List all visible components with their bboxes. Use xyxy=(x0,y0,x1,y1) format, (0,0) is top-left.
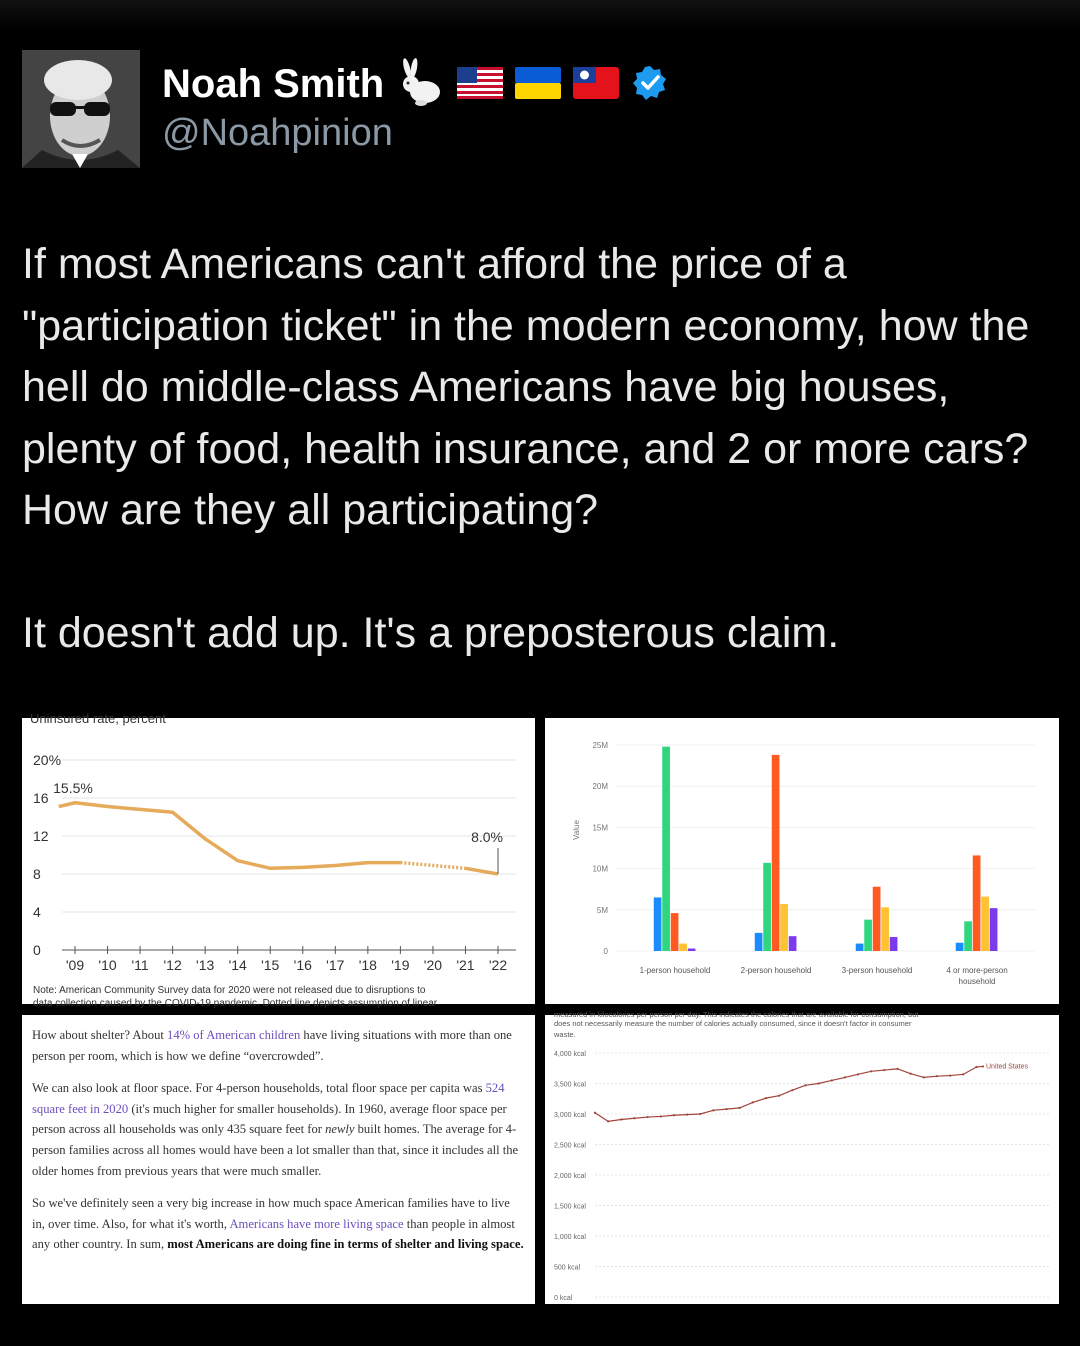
bar xyxy=(671,913,679,951)
data-point xyxy=(778,1095,780,1097)
household-bar-svg xyxy=(545,718,1059,1004)
article-text: How about shelter? About xyxy=(32,1028,168,1042)
article-emphasis: newly xyxy=(325,1122,355,1137)
bar xyxy=(789,936,797,951)
chart-note: waste. xyxy=(554,1030,576,1039)
article-text: have living situations with more than one person per room, which is how we define “overcrowded”. xyxy=(32,1028,512,1063)
media-grid[interactable] xyxy=(22,711,1059,1304)
data-point xyxy=(883,1069,885,1071)
calorie-supply-chart[interactable] xyxy=(545,1010,1059,1304)
y-tick-label: 2,000 kcal xyxy=(554,1173,586,1180)
data-point xyxy=(725,1108,727,1110)
series-line xyxy=(465,868,498,874)
y-tick-label: 15M xyxy=(592,823,608,833)
y-tick-label: 0 kcal xyxy=(554,1295,573,1302)
data-point xyxy=(594,1112,596,1114)
bar xyxy=(763,863,771,951)
y-tick-label: 3,500 kcal xyxy=(554,1081,586,1089)
chart-note: does not necessarily measure the number of calories actually consumed, since it doesn't factor in consumer xyxy=(554,1019,912,1028)
x-tick-label: '16 xyxy=(293,957,312,973)
data-point xyxy=(923,1076,925,1078)
data-point xyxy=(896,1068,898,1070)
chart-note: measured in kilocalories per person per day. This indicates the calories that are available for consumption, but xyxy=(554,1010,919,1019)
x-tick-label: '18 xyxy=(358,957,377,973)
y-tick-label: 8 xyxy=(33,866,41,882)
uninsured-rate-svg xyxy=(22,711,535,1009)
x-tick-label: '20 xyxy=(423,957,443,973)
x-tick-label: '11 xyxy=(131,957,149,973)
y-tick-label: 16 xyxy=(33,790,49,806)
article-text: We can also look at floor space. For 4-person households, total floor space per capita was xyxy=(32,1081,486,1096)
y-tick-label: 2,500 kcal xyxy=(554,1142,586,1150)
y-tick-label: 500 kcal xyxy=(554,1264,581,1272)
chart-note: Note: American Community Survey data for 2020 were not released due to disruptions to xyxy=(33,985,426,996)
name-badges xyxy=(395,58,669,108)
data-point xyxy=(910,1073,912,1075)
data-point xyxy=(607,1120,609,1122)
status-bar xyxy=(0,0,1080,30)
series-label: United States xyxy=(986,1063,1029,1071)
tweet-paragraph: If most Americans can't afford the price of a "participation ticket" in the modern economy, how the hell do middle-class Americans have big houses, plenty of food, health insurance, and 2 or more cars? How are they all participating? xyxy=(22,240,1030,535)
author-handle[interactable]: @Noahpinion xyxy=(162,112,393,154)
x-tick-label: '19 xyxy=(391,957,410,973)
article-text: (it's much higher for smaller households). In 1960, average floor space per person across all households was only 435 square feet for xyxy=(32,1101,507,1137)
author-name[interactable]: Noah Smith xyxy=(162,62,385,106)
data-point xyxy=(633,1117,635,1119)
bar xyxy=(662,747,670,951)
data-point xyxy=(804,1084,806,1086)
article-body xyxy=(22,1015,535,1255)
avatar[interactable] xyxy=(22,50,140,168)
data-point xyxy=(673,1114,675,1116)
data-point xyxy=(831,1079,833,1081)
tweet-text xyxy=(22,234,1062,665)
article-text: built homes. The average for 4-person families across all homes would have been a lot smaller than that, since it includes all the older homes from previous years that were much smaller. xyxy=(32,1122,519,1178)
data-point xyxy=(844,1076,846,1078)
x-tick-label: '22 xyxy=(488,957,508,973)
article-paragraph xyxy=(32,1193,525,1255)
data-point xyxy=(936,1075,938,1077)
y-tick-label: 1,500 kcal xyxy=(554,1203,586,1211)
x-tick-label: '21 xyxy=(456,957,475,973)
data-point xyxy=(699,1113,701,1115)
data-point xyxy=(870,1070,872,1072)
y-tick-label: 4 xyxy=(33,904,41,920)
article-link[interactable]: 524 square feet in 2020 xyxy=(32,1081,505,1116)
bar xyxy=(873,887,881,951)
y-axis-label: Value xyxy=(572,820,581,840)
data-point xyxy=(949,1074,951,1076)
x-tick-label: 1-person household xyxy=(639,966,711,975)
x-tick-label: '10 xyxy=(98,957,117,973)
calorie-supply-svg xyxy=(545,1010,1059,1304)
x-tick-label: 3-person household xyxy=(841,966,913,975)
chart-note: data collection caused by the COVID-19 pandemic. Dotted line depicts assumption of linear xyxy=(33,998,438,1009)
bar xyxy=(780,904,788,951)
article-link[interactable]: 14% of American children xyxy=(167,1028,301,1042)
y-tick-label: 1,000 kcal xyxy=(554,1234,586,1241)
article-bold: most Americans are doing fine in terms of shelter and living space. xyxy=(167,1237,524,1252)
y-tick-label: 10M xyxy=(592,864,608,874)
data-point xyxy=(962,1073,964,1075)
flag-taiwan-icon xyxy=(573,67,619,99)
article-paragraph xyxy=(32,1025,525,1066)
series-line xyxy=(59,803,401,869)
household-bar-chart[interactable] xyxy=(545,718,1059,1004)
bar xyxy=(856,944,864,951)
y-tick-label: 5M xyxy=(596,905,608,915)
rabbit-icon xyxy=(395,58,445,108)
data-point xyxy=(975,1066,977,1068)
article-excerpt[interactable] xyxy=(22,1015,535,1304)
bar xyxy=(772,755,780,951)
data-point xyxy=(752,1101,754,1103)
y-tick-label: 0 xyxy=(33,942,41,958)
y-tick-label: 20% xyxy=(33,752,62,768)
data-label: 15.5% xyxy=(53,779,93,796)
uninsured-rate-chart[interactable] xyxy=(22,711,535,1009)
x-tick-label: household xyxy=(958,977,996,986)
x-tick-label: '09 xyxy=(65,957,85,973)
data-point xyxy=(765,1097,767,1099)
article-link[interactable]: Americans have more living space xyxy=(229,1216,404,1231)
x-tick-label: 4 or more-person xyxy=(946,966,1008,975)
y-tick-label: 20M xyxy=(592,782,608,792)
x-tick-label: 2-person household xyxy=(740,966,812,975)
bar xyxy=(654,897,662,951)
chart-title: Uninsured rate, percent xyxy=(30,711,166,726)
bar xyxy=(890,937,898,951)
x-tick-label: '15 xyxy=(261,957,280,973)
data-point xyxy=(712,1109,714,1111)
x-tick-label: '14 xyxy=(228,957,247,973)
flag-ukraine-icon xyxy=(515,67,561,99)
y-tick-label: 4,000 kcal xyxy=(554,1051,586,1058)
data-point xyxy=(620,1118,622,1120)
data-point xyxy=(982,1065,984,1067)
bar xyxy=(956,943,964,951)
verified-icon xyxy=(631,64,669,102)
bar xyxy=(981,897,989,951)
x-tick-label: '17 xyxy=(326,957,345,973)
data-point xyxy=(739,1107,741,1109)
data-point xyxy=(660,1115,662,1117)
bar xyxy=(881,907,889,951)
x-tick-label: '12 xyxy=(163,957,182,973)
bar xyxy=(688,949,696,951)
series-line xyxy=(595,1066,983,1121)
y-tick-label: 0 xyxy=(603,947,608,956)
article-paragraph xyxy=(32,1078,525,1181)
data-point xyxy=(817,1082,819,1084)
article-text: than people in almost any other country. In sum, xyxy=(32,1216,515,1252)
y-tick-label: 3,000 kcal xyxy=(554,1112,586,1119)
bar xyxy=(679,944,687,951)
bar xyxy=(864,920,872,951)
data-point xyxy=(647,1116,649,1118)
avatar-image xyxy=(22,50,140,168)
flag-us-icon xyxy=(457,67,503,99)
tweet-paragraph: It doesn't add up. It's a preposterous claim. xyxy=(22,608,840,657)
data-point xyxy=(857,1073,859,1075)
data-point xyxy=(686,1114,688,1116)
data-point xyxy=(791,1089,793,1091)
article-text: So we've definitely seen a very big increase in how much space American families have to live in, over time. Also, for what it's worth, xyxy=(32,1196,510,1231)
series-line-dotted xyxy=(400,863,465,869)
x-tick-label: '13 xyxy=(196,957,215,973)
y-tick-label: 25M xyxy=(592,741,608,750)
bar xyxy=(755,933,763,951)
data-label: 8.0% xyxy=(471,829,503,845)
bar xyxy=(990,908,998,951)
bar xyxy=(964,921,972,951)
y-tick-label: 12 xyxy=(33,828,49,844)
bar xyxy=(973,855,981,951)
